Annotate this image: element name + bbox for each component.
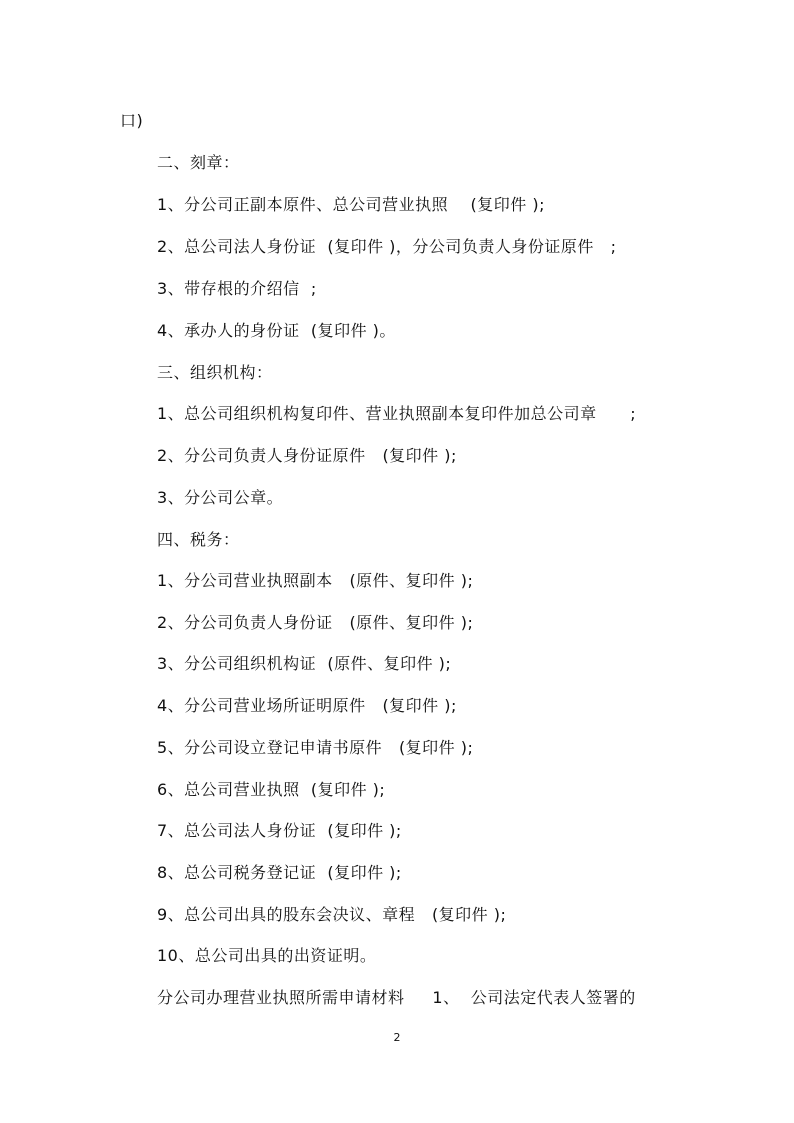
list-item: 9、总公司出具的股东会决议、章程 (复印件 );: [157, 905, 507, 924]
list-item: 1、总公司组织机构复印件、营业执照副本复印件加总公司章 ;: [157, 404, 637, 423]
list-item: 3、分公司组织机构证 (原件、复印件 );: [157, 654, 452, 673]
list-item: 2、分公司负责人身份证 (原件、复印件 );: [157, 613, 474, 632]
paragraph-line: 分公司办理营业执照所需申请材料 1、 公司法定代表人签署的: [157, 988, 636, 1007]
text-line-continuation: 口): [120, 111, 144, 130]
section-heading-seal: 二、刻章：: [157, 153, 240, 172]
list-item: 1、分公司正副本原件、总公司营业执照 (复印件 );: [157, 195, 545, 214]
list-item: 3、带存根的介绍信 ;: [157, 279, 317, 298]
list-item: 5、分公司设立登记申请书原件 (复印件 );: [157, 738, 474, 757]
list-item: 10、总公司出具的出资证明。: [157, 946, 377, 965]
page-number: 2: [393, 1031, 401, 1044]
list-item: 1、分公司营业执照副本 (原件、复印件 );: [157, 571, 474, 590]
list-item: 2、总公司法人身份证 (复印件 )，分公司负责人身份证原件 ;: [157, 237, 617, 256]
list-item: 2、分公司负责人身份证原件 (复印件 );: [157, 446, 457, 465]
list-item: 4、承办人的身份证 (复印件 )。: [157, 321, 396, 340]
list-item: 7、总公司法人身份证 (复印件 );: [157, 821, 402, 840]
section-heading-tax: 四、税务：: [157, 530, 240, 549]
list-item: 8、总公司税务登记证 (复印件 );: [157, 863, 402, 882]
list-item: 3、分公司公章。: [157, 488, 284, 507]
list-item: 4、分公司营业场所证明原件 (复印件 );: [157, 696, 457, 715]
list-item: 6、总公司营业执照 (复印件 );: [157, 780, 386, 799]
section-heading-organization: 三、组织机构：: [157, 363, 273, 382]
